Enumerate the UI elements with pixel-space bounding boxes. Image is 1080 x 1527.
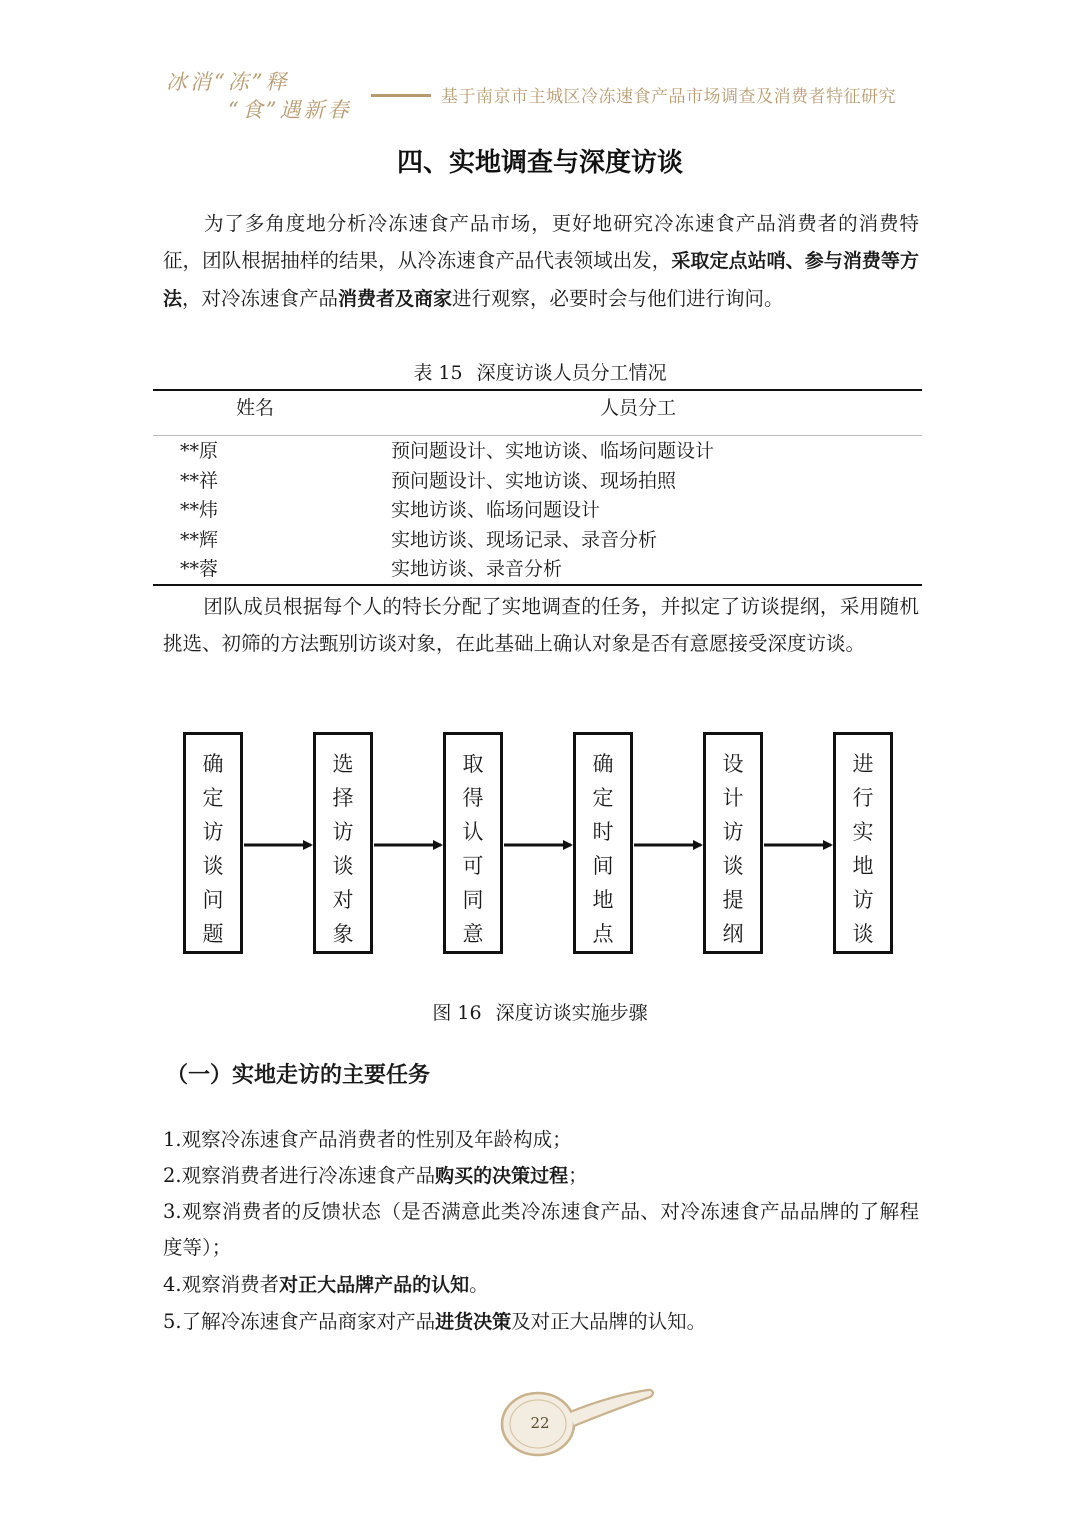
table-caption-label: 表 15: [413, 362, 463, 384]
task-2-end: ；: [568, 1164, 588, 1187]
intro-text-3: 进行观察，必要时会与他们进行询问。: [452, 287, 784, 310]
flow-step-char: 题: [202, 922, 224, 946]
task-item-1: 1.观察冷冻速食产品消费者的性别及年龄构成；: [163, 1128, 572, 1151]
table-cell-role: 预问题设计、实地访谈、临场问题设计: [391, 440, 715, 462]
flow-step-char: 地: [852, 854, 874, 878]
figure-caption-label: 图 16: [432, 1002, 482, 1024]
intro-text-2: ，对冷冻速食产品: [182, 287, 339, 310]
flow-step-char: 行: [852, 786, 874, 810]
flow-step-char: 点: [592, 922, 614, 946]
intro-bold-2: 消费者及商家: [338, 288, 453, 310]
table-cell-name: **炜: [180, 499, 219, 521]
task-5-end: 及对正大品牌的认知。: [511, 1310, 707, 1333]
table-cell-role: 实地访谈、临场问题设计: [391, 499, 601, 521]
task-item-5: [163, 1304, 923, 1340]
flow-step-char: 同: [462, 888, 484, 912]
task-4-bold: 对正大品牌产品的认知: [279, 1274, 470, 1296]
flow-step-char: 访: [722, 820, 744, 844]
table-header-role: 人员分工: [600, 397, 677, 419]
task-item-2: [163, 1158, 923, 1194]
task-item-4: [163, 1267, 923, 1303]
flow-step-char: 对: [332, 888, 354, 912]
intro-text-1: 为了多角度地分析冷冻速食产品市场，更好地研究冷冻速食产品消费者的消费特征，团队根据抽样的结果，从冷冻速食产品代表领域出发，: [163, 212, 919, 272]
task-4-end: 。: [469, 1273, 489, 1296]
flow-step-char: 确: [592, 752, 614, 776]
table-header-name: 姓名: [236, 397, 275, 419]
flow-step-char: 可: [462, 854, 484, 878]
header-brand-line2: “食”遇新春: [228, 98, 352, 122]
flow-step-char: 提: [722, 888, 744, 912]
flow-step-char: 象: [332, 922, 354, 946]
figure-caption: [0, 998, 1080, 1025]
flow-step-char: 得: [462, 786, 484, 810]
flow-step-char: 地: [592, 888, 614, 912]
flow-step-char: 定: [592, 786, 614, 810]
flow-step-char: 确: [202, 752, 224, 776]
table-cell-role: 实地访谈、现场记录、录音分析: [391, 528, 658, 551]
table-cell-name: **原: [180, 440, 219, 462]
table-cell-role: 实地访谈、录音分析: [391, 558, 563, 580]
flow-step-char: 定: [202, 786, 224, 810]
task-5-text: 5.了解冷冻速食产品商家对产品: [163, 1310, 436, 1333]
page-number: 22: [530, 1414, 550, 1432]
flow-step-char: 谈: [722, 854, 744, 878]
task-5-bold: 进货决策: [435, 1311, 512, 1333]
flow-step-char: 取: [462, 752, 484, 776]
flow-step-char: 谈: [852, 922, 874, 946]
flow-step-char: 谈: [202, 854, 224, 878]
flow-step-char: 访: [852, 888, 874, 912]
flow-step-char: 意: [462, 922, 484, 946]
flow-step-char: 时: [592, 820, 614, 844]
header-brand-line1: 冰消“冻”释: [166, 70, 290, 94]
table-cell-name: **辉: [180, 528, 219, 551]
flow-step-char: 择: [332, 786, 354, 810]
intro-bold-1: 采取定点站哨、参与消费等方法: [163, 250, 919, 310]
flow-step-char: 问: [202, 888, 224, 912]
header-subtitle: 基于南京市主城区冷冻速食产品市场调查及消费者特征研究: [441, 87, 896, 107]
table-caption-text: 深度访谈人员分工情况: [476, 362, 667, 384]
table-cell-name: **蓉: [180, 558, 219, 580]
subsection-title: （一）实地走访的主要任务: [166, 1063, 431, 1088]
task-2-text: 2.观察消费者进行冷冻速食产品: [163, 1164, 436, 1187]
task-4-text: 4.观察消费者: [163, 1273, 280, 1296]
figure-caption-text: 深度访谈实施步骤: [495, 1002, 648, 1024]
assignment-text: 团队成员根据每个人的特长分配了实地调查的任务，并拟定了访谈提纲，采用随机挑选、初筛的方法甄别访谈对象，在此基础上确认对象是否有意愿接受深度访谈。: [163, 595, 919, 655]
flow-step-char: 计: [722, 786, 744, 810]
flow-step-char: 谈: [332, 854, 354, 878]
table-cell-role: 预问题设计、实地访谈、现场拍照: [391, 469, 677, 492]
flow-step-char: 间: [592, 854, 614, 878]
task-2-bold: 购买的决策过程: [435, 1165, 569, 1187]
flow-step-char: 实: [852, 820, 874, 844]
flow-step-char: 进: [852, 752, 874, 776]
task-item-3: 3.观察消费者的反馈状态（是否满意此类冷冻速食产品、对冷冻速食产品品牌的了解程度等）；: [163, 1200, 919, 1259]
flow-step-char: 访: [332, 820, 354, 844]
flow-step-char: 认: [462, 820, 484, 844]
flow-step-char: 访: [202, 820, 224, 844]
flow-step-char: 选: [332, 752, 354, 776]
flow-step-char: 设: [722, 752, 744, 776]
section-title: 四、实地调查与深度访谈: [396, 148, 683, 178]
table-cell-name: **祥: [180, 469, 219, 492]
flow-step-char: 纲: [722, 922, 744, 946]
